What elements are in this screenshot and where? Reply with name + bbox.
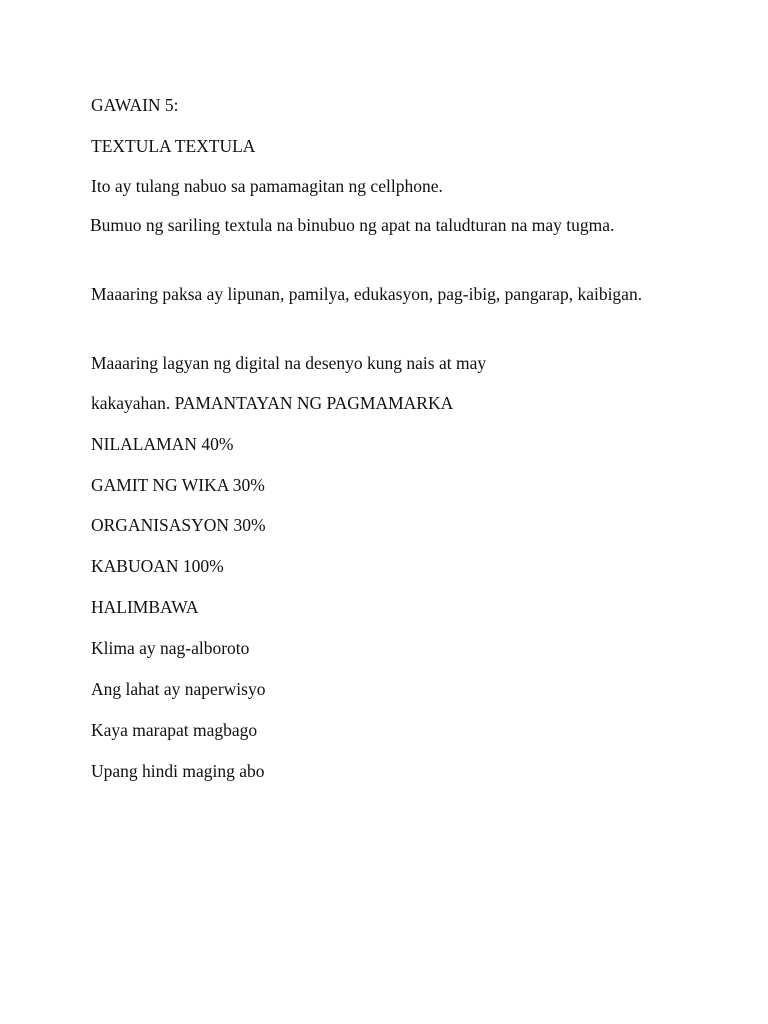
definition-paragraph: Ito ay tulang nabuo sa pamamagitan ng cellphone. [91,176,443,196]
rubric-item-kabuoan: KABUOAN 100% [91,556,224,576]
design-paragraph: Maaaring lagyan ng digital na desenyo kung nais at may [91,353,487,373]
poem-line-4: Upang hindi maging abo [91,761,265,781]
rubric-item-organisasyon: ORGANISASYON 30% [91,515,266,535]
topics-paragraph: Maaaring paksa ay lipunan, pamilya, edukasyon, pag-ibig, pangarap, kaibigan. [91,284,643,304]
rubric-heading-paragraph: kakayahan. PAMANTAYAN NG PAGMAMARKA [91,393,454,413]
activity-heading: GAWAIN 5: [91,95,179,115]
rubric-item-nilalaman: NILALAMAN 40% [91,434,234,454]
instruction-paragraph: Bumuo ng sariling textula na binubuo ng apat na taludturan na may tugma. [90,215,615,235]
poem-line-1: Klima ay nag-alboroto [91,638,250,658]
document-title: TEXTULA TEXTULA [91,136,256,156]
poem-line-2: Ang lahat ay naperwisyo [91,679,266,699]
example-label: HALIMBAWA [91,597,199,617]
rubric-item-gamit-ng-wika: GAMIT NG WIKA 30% [91,475,265,495]
poem-line-3: Kaya marapat magbago [91,720,258,740]
